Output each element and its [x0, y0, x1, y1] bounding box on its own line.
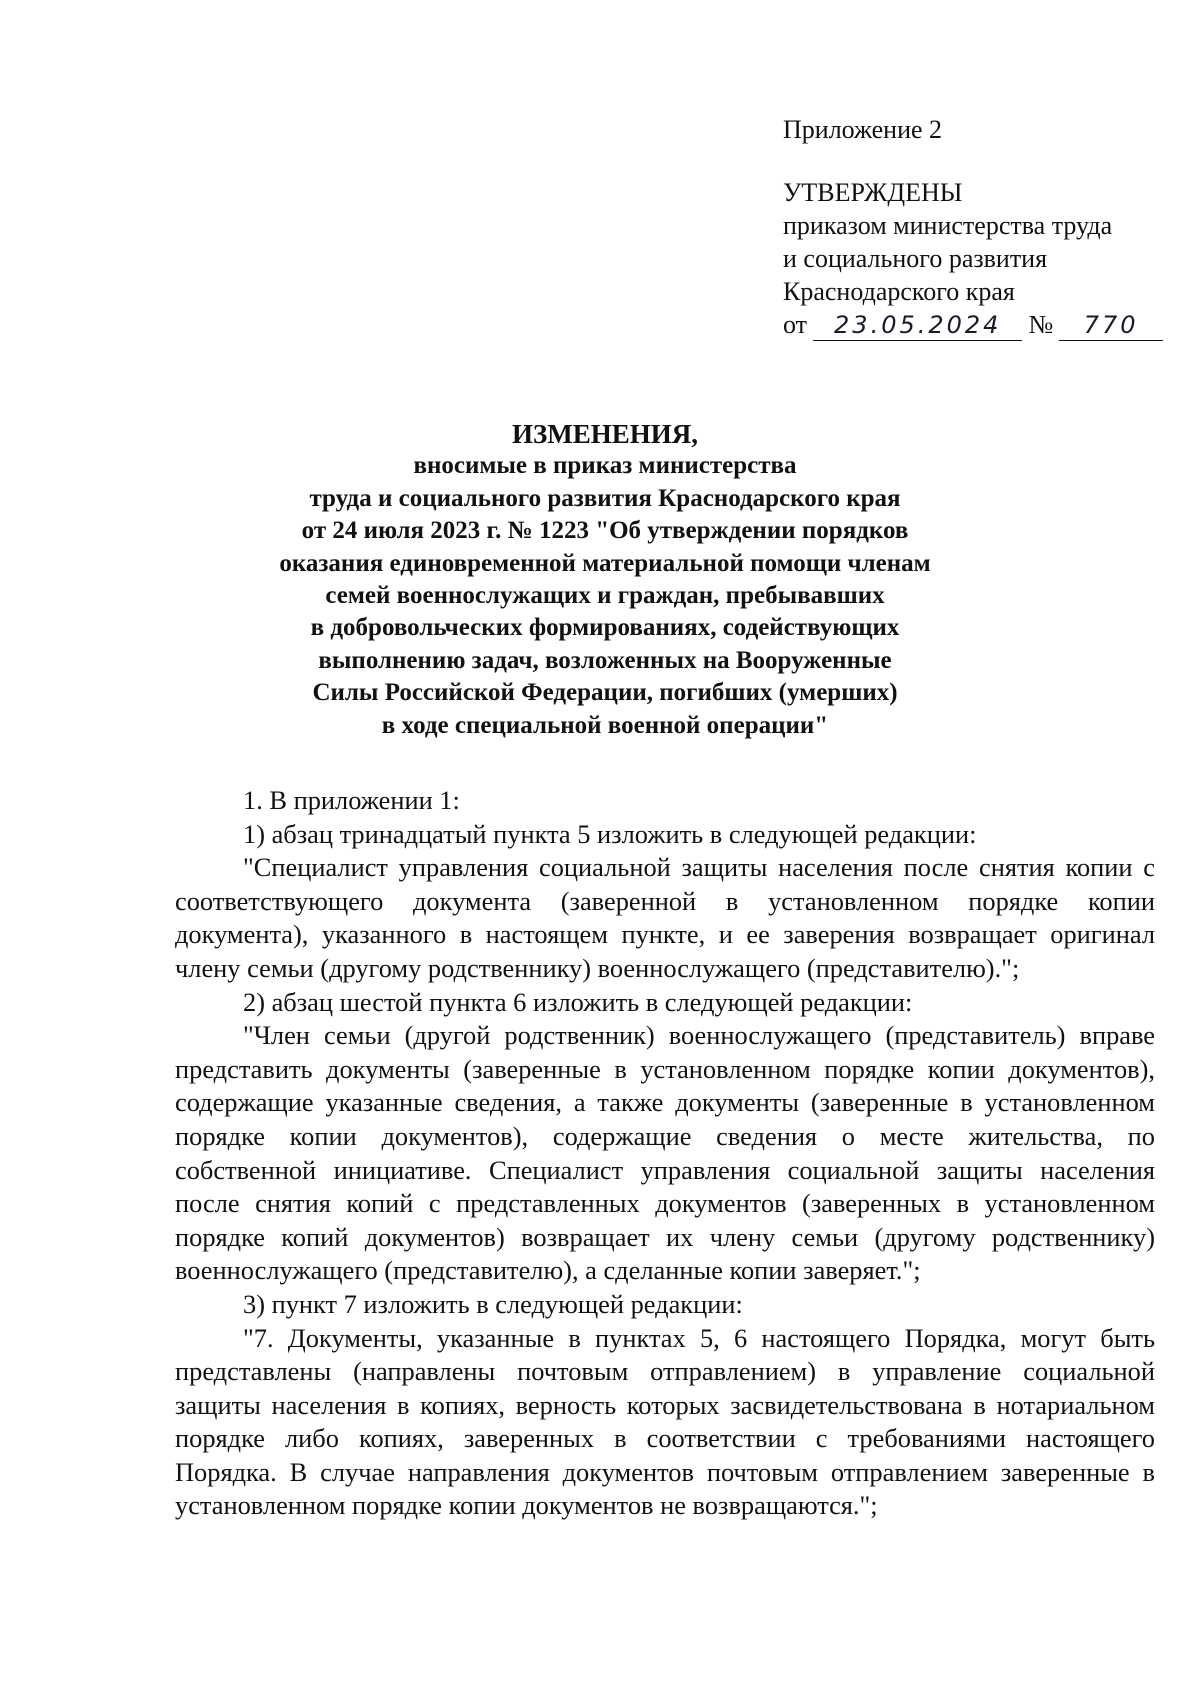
paragraph: "7. Документы, указанные в пунктах 5, 6 настоящего Порядка, могут быть представлены (направлены почтовым отправлением) в управление социальной защиты населения в копиях, верность которых засвидетельствована в нотариальном порядке либо копиях, заверенных в соответствии с требованиями настоящего Порядка. В случае направления документов почтовым отправлением заверенные в установленном порядке копии документов не возвращаются.";	[175, 1322, 1155, 1521]
paragraph: "Член семьи (другой родственник) военнослужащего (представитель) вправе представить документы (заверенные в установленном порядке копии документов), содержащие указанные сведения, а также документы (заверенные в установленном порядке копии документов), содержащие сведения о месте жительства, по собственной инициативе. Специалист управления социальной защиты населения после снятия копий с представленных документов (заверенных в установленном порядке копий документов) возвращает их члену семьи (другому родственнику) военнослужащего (представителю), а сделанные копии заверяет.";	[175, 1020, 1155, 1286]
annex-label: Приложение 2	[783, 115, 943, 144]
approval-line-1: приказом министерства труда	[783, 211, 1113, 240]
title-line-8: Силы Российской Федерации, погибших (умерших)	[312, 679, 898, 707]
title-line-7: выполнению задач, возложенных на Вооруженные	[318, 646, 892, 674]
title-heading: ИЗМЕНЕНИЯ,	[511, 419, 698, 449]
paragraph: 1) абзац тринадцатый пункта 5 изложить в следующей редакции:	[243, 818, 977, 849]
document-body	[175, 784, 1155, 1523]
paragraph: 3) пункт 7 изложить в следующей редакции:	[243, 1288, 743, 1319]
approval-line-3: Краснодарского края	[783, 277, 1015, 306]
date-prefix: от	[783, 310, 808, 339]
approval-line-2: и социального развития	[783, 244, 1048, 273]
title-line-1: вносимые в приказ министерства	[413, 452, 797, 480]
title-line-5: семей военнослужащих и граждан, пребывавших	[325, 582, 885, 610]
title-line-2: труда и социального развития Краснодарского края	[309, 484, 901, 512]
order-date: 23.05.2024	[813, 310, 1022, 341]
paragraph: "Специалист управления социальной защиты населения после снятия копии с соответствующего документа (заверенной в установленном порядке копии документа), указанного в настоящем пункте, и ее заверения возвращает оригинал члену семьи (другому родственнику) военнослужащего (представителю).";	[175, 852, 1155, 983]
title-line-3: от 24 июля 2023 г. № 1223 "Об утверждении порядков	[301, 517, 909, 545]
order-date-number-line	[783, 308, 1163, 341]
title-line-4: оказания единовременной материальной помощи членам	[279, 549, 931, 577]
title-line-6: в добровольческих формированиях, содействующих	[310, 614, 900, 642]
paragraph: 2) абзац шестой пункта 6 изложить в следующей редакции:	[243, 986, 913, 1017]
approved-label: УТВЕРЖДЕНЫ	[783, 178, 963, 207]
paragraph: 1. В приложении 1:	[243, 785, 460, 815]
order-number: 770	[1059, 310, 1163, 341]
document-title	[170, 418, 1040, 742]
number-sign: №	[1028, 310, 1054, 339]
title-line-9: в ходе специальной военной операции"	[381, 711, 829, 739]
approval-block	[783, 113, 1163, 341]
